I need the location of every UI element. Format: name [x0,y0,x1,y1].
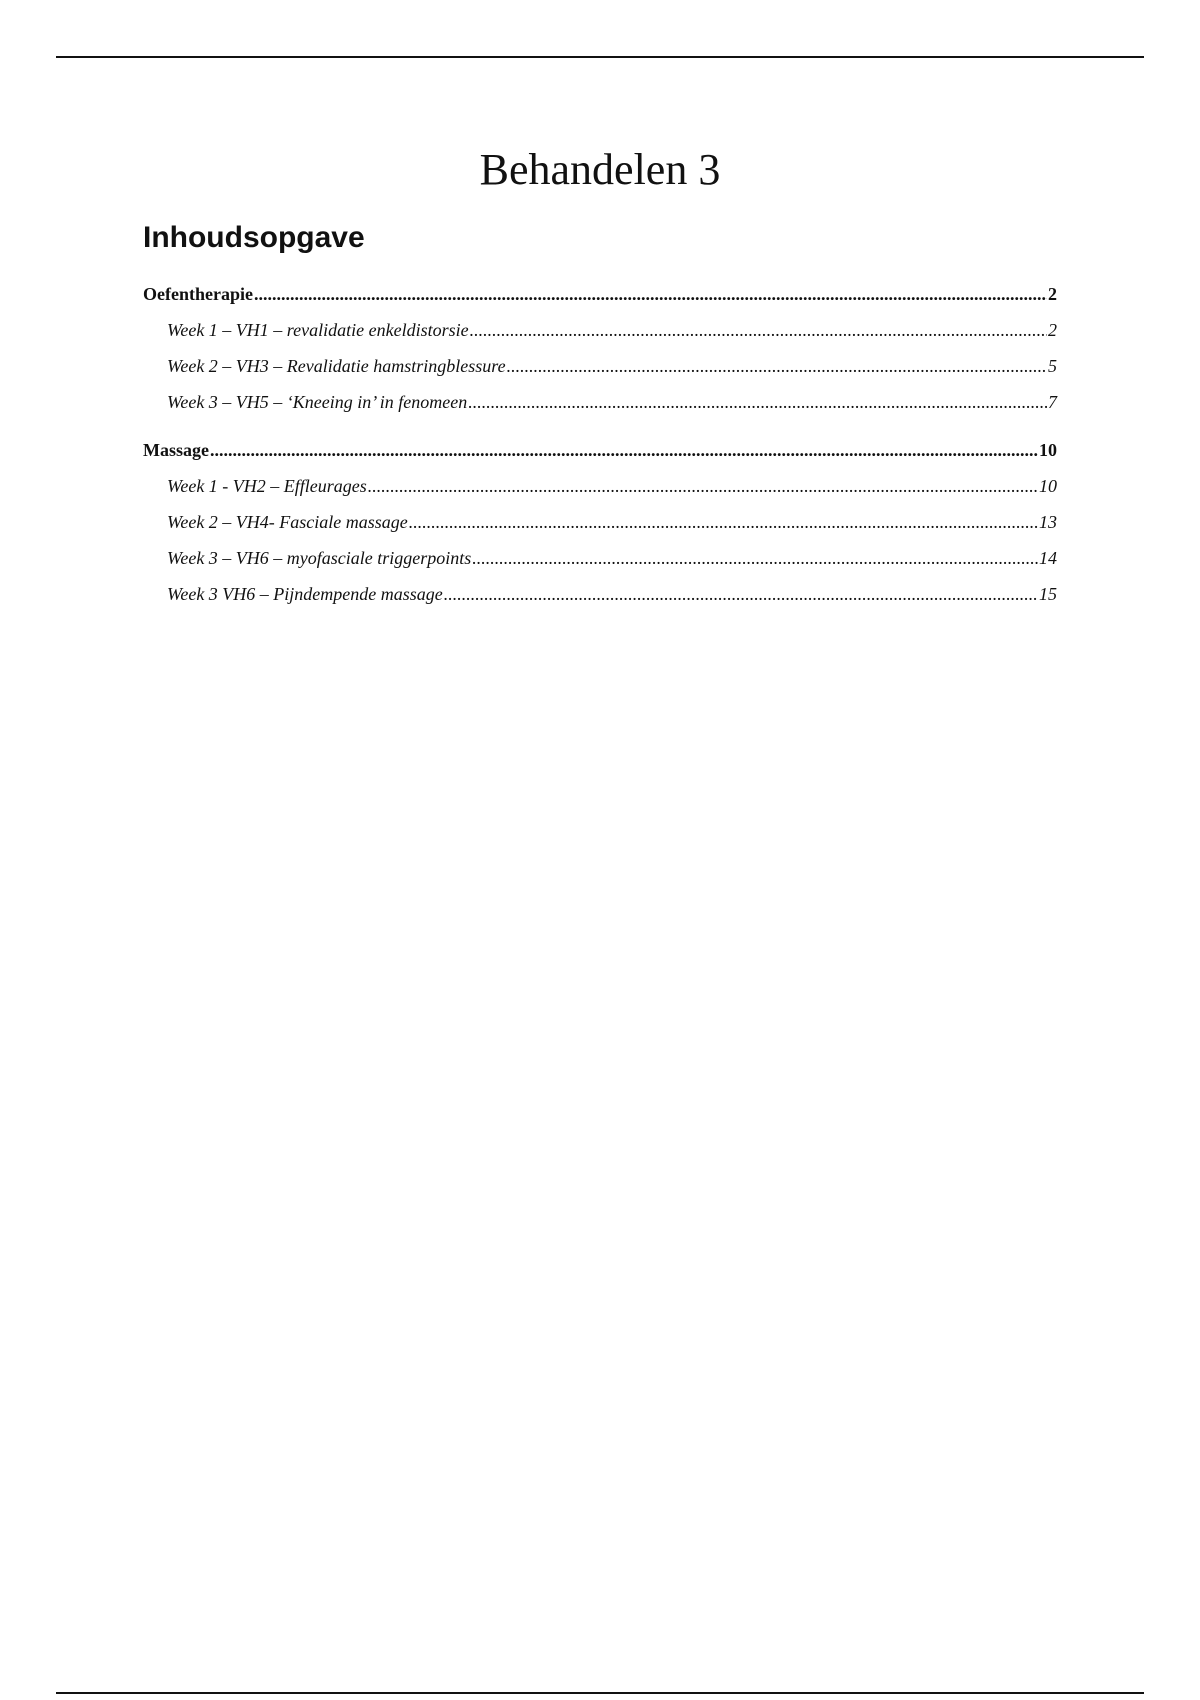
toc-section-massage[interactable] [143,432,1057,468]
dot-leader [507,348,1047,384]
toc-entry-label: Week 2 – VH4- Fasciale massage [167,512,408,532]
section-spacer [143,420,1057,432]
toc-entry-label: Week 3 – VH6 – myofasciale triggerpoints [167,548,472,568]
dot-leader [254,276,1047,312]
toc-entry[interactable] [143,540,1057,576]
dot-leader [210,432,1038,468]
toc-entry-label: Week 3 VH6 – Pijndempende massage [167,584,443,604]
toc-heading: Inhoudsopgave [143,221,365,254]
header-rule [56,56,1144,58]
toc-entry-label: Week 2 – VH3 – Revalidatie hamstringblessure [167,356,506,376]
dot-leader [472,540,1038,576]
toc-page-number: 14 [1039,548,1057,568]
dot-leader [468,384,1047,420]
toc-page-number: 10 [1039,440,1057,460]
dot-leader [409,504,1038,540]
toc-entry-label: Week 1 – VH1 – revalidatie enkeldistorsie [167,320,469,340]
toc-entry[interactable] [143,312,1057,348]
toc-page-number: 5 [1048,356,1057,376]
toc-entry-label: Week 3 – VH5 – ‘Kneeing in’ in fenomeen [167,392,468,412]
toc-page-number: 2 [1048,284,1057,304]
dot-leader [470,312,1047,348]
toc-page-number: 13 [1039,512,1057,532]
toc-page-number: 15 [1039,584,1057,604]
toc-entry[interactable] [143,504,1057,540]
toc-section-label: Massage [143,440,209,460]
toc-entry[interactable] [143,384,1057,420]
toc-section-oefentherapie[interactable] [143,276,1057,312]
toc-entry[interactable] [143,576,1057,612]
toc-entry-label: Week 1 - VH2 – Effleurages [167,476,367,496]
document-title: Behandelen 3 [479,145,721,194]
footer-rule [56,1692,1144,1694]
toc-section-label: Oefentherapie [143,284,253,304]
toc-page-number: 2 [1048,320,1057,340]
toc-page-number: 10 [1039,476,1057,496]
table-of-contents [143,276,1057,612]
toc-entry[interactable] [143,468,1057,504]
toc-page-number: 7 [1048,392,1057,412]
dot-leader [444,576,1038,612]
dot-leader [368,468,1038,504]
toc-entry[interactable] [143,348,1057,384]
